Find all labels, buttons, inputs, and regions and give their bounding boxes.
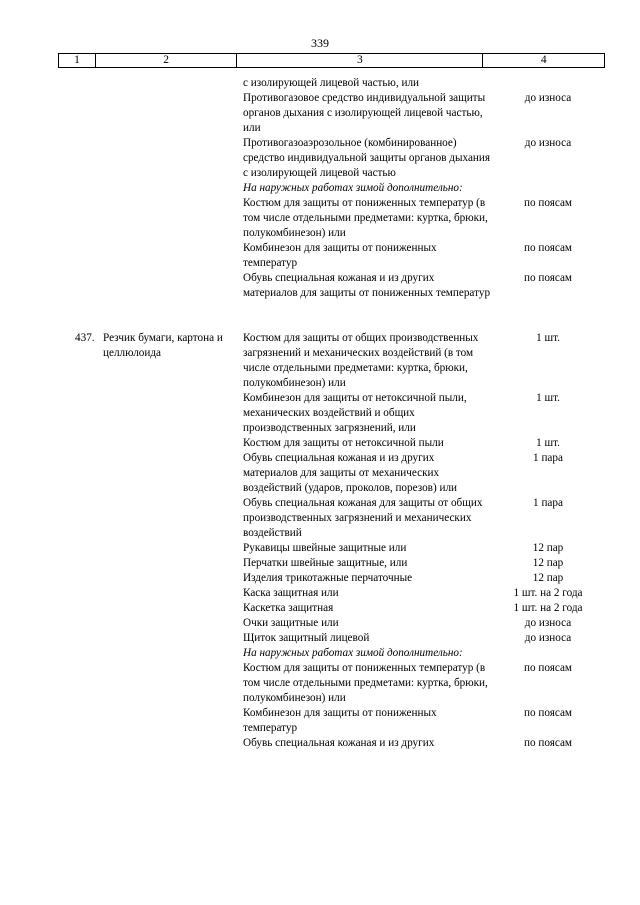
section-note bbox=[243, 181, 640, 196]
ppe-item bbox=[243, 496, 640, 541]
ppe-item bbox=[243, 271, 640, 301]
item-description: Обувь специальная кожаная для защиты от общих производственных загрязнений и механических воздействий bbox=[243, 497, 483, 539]
ppe-item bbox=[243, 631, 640, 646]
header-col-2: 2 bbox=[96, 54, 237, 67]
item-norm: 1 шт. на 2 года bbox=[513, 587, 583, 599]
item-norm: 1 шт. bbox=[536, 392, 560, 404]
ppe-item bbox=[243, 601, 640, 616]
item-norm: 1 шт. bbox=[536, 332, 560, 344]
item-description: Изделия трикотажные перчаточные bbox=[243, 572, 413, 584]
ppe-item bbox=[243, 436, 640, 451]
item-norm: 1 шт. на 2 года bbox=[513, 602, 583, 614]
ppe-item bbox=[243, 736, 640, 751]
entry-items bbox=[243, 331, 640, 751]
item-description: Комбинезон для защиты от пониженных температур bbox=[243, 707, 437, 734]
ppe-item bbox=[243, 451, 640, 496]
ppe-item bbox=[243, 661, 640, 706]
item-description: Перчатки швейные защитные, или bbox=[243, 557, 408, 569]
item-norm: 12 пар bbox=[532, 557, 564, 569]
header-col-3: 3 bbox=[237, 54, 483, 67]
item-norm: 1 пара bbox=[533, 497, 563, 509]
item-description: Каскетка защитная bbox=[243, 602, 334, 614]
ppe-item bbox=[243, 541, 640, 556]
header-col-4: 4 bbox=[540, 54, 547, 66]
item-norm: до износа bbox=[524, 617, 572, 629]
item-description: Костюм для защиты от общих производственных загрязнений и механических воздействий (в том числе отдельными предметами: куртка, брюки, полукомбинезон) или bbox=[243, 332, 479, 389]
item-norm: 12 пар bbox=[532, 572, 564, 584]
item-description: Каска защитная или bbox=[243, 587, 339, 599]
item-description: Очки защитные или bbox=[243, 617, 339, 629]
ppe-item bbox=[243, 556, 640, 571]
item-norm: по поясам bbox=[523, 737, 573, 749]
item-norm: по поясам bbox=[523, 197, 573, 209]
page-number: 339 bbox=[311, 36, 329, 50]
item-norm: по поясам bbox=[523, 272, 573, 284]
item-description: Комбинезон для защиты от пониженных температур bbox=[243, 242, 437, 269]
table-body bbox=[0, 76, 640, 751]
ppe-item bbox=[243, 196, 640, 241]
item-description: Костюм для защиты от пониженных температур (в том числе отдельными предметами: куртка, брюки, полукомбинезон) или bbox=[243, 197, 488, 239]
item-norm: 1 пара bbox=[533, 452, 563, 464]
entry-number: 437. bbox=[75, 332, 95, 344]
item-description: Костюм для защиты от пониженных температур (в том числе отдельными предметами: куртка, брюки, полукомбинезон) или bbox=[243, 662, 488, 704]
entry-437 bbox=[0, 331, 640, 751]
item-description: с изолирующей лицевой частью, или bbox=[243, 77, 420, 89]
item-description: Противогазовое средство индивидуальной защиты органов дыхания с изолирующей лицевой частью, или bbox=[243, 92, 486, 134]
item-norm: 1 шт. bbox=[536, 437, 560, 449]
item-description: На наружных работах зимой дополнительно: bbox=[243, 182, 463, 194]
item-norm: по поясам bbox=[523, 662, 573, 674]
ppe-item bbox=[243, 616, 640, 631]
item-description: Противогазоаэрозольное (комбинированное) средство индивидуальной защиты органов дыхания с изолирующей лицевой частью bbox=[243, 137, 491, 179]
ppe-item bbox=[243, 331, 640, 391]
ppe-item bbox=[243, 91, 640, 136]
item-description: Обувь специальная кожаная и из других bbox=[243, 737, 435, 749]
item-description: Костюм для защиты от нетоксичной пыли bbox=[243, 437, 444, 449]
ppe-item bbox=[243, 586, 640, 601]
item-description: Комбинезон для защиты от нетоксичной пыли, механических воздействий и общих производственных загрязнений, или bbox=[243, 392, 467, 434]
item-norm: до износа bbox=[524, 137, 572, 149]
table-header bbox=[58, 53, 605, 68]
item-description: Обувь специальная кожаная и из других материалов для защиты от механических воздействий (ударов, проколов, порезов) или bbox=[243, 452, 458, 494]
header-col-1: 1 bbox=[59, 54, 96, 67]
item-norm: по поясам bbox=[523, 707, 573, 719]
ppe-item bbox=[243, 136, 640, 181]
ppe-item bbox=[243, 241, 640, 271]
item-norm: до износа bbox=[524, 92, 572, 104]
ppe-item bbox=[243, 706, 640, 736]
item-norm: до износа bbox=[524, 632, 572, 644]
continuation-items bbox=[243, 76, 640, 301]
item-description: На наружных работах зимой дополнительно: bbox=[243, 647, 463, 659]
item-description: Щиток защитный лицевой bbox=[243, 632, 370, 644]
ppe-item bbox=[243, 571, 640, 586]
item-norm: по поясам bbox=[523, 242, 573, 254]
profession-name: Резчик бумаги, картона и целлюлоида bbox=[103, 332, 223, 359]
ppe-item bbox=[243, 391, 640, 436]
section-note bbox=[243, 646, 640, 661]
item-description: Рукавицы швейные защитные или bbox=[243, 542, 407, 554]
item-norm: 12 пар bbox=[532, 542, 564, 554]
item-description: Обувь специальная кожаная и из других материалов для защиты от пониженных температур bbox=[243, 272, 491, 299]
ppe-item bbox=[243, 76, 640, 91]
